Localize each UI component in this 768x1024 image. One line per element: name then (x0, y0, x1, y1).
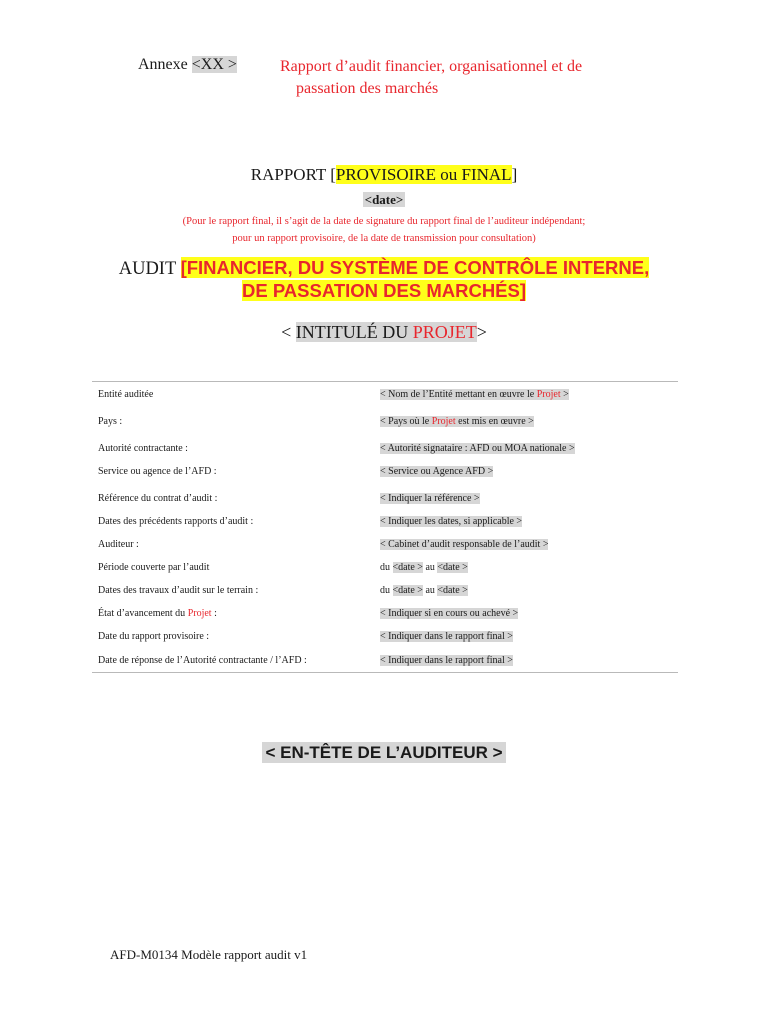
project-title-text: INTITULÉ DU (295, 322, 409, 342)
row-label: Dates des travaux d’audit sur le terrain : (98, 585, 259, 596)
project-keyword: PROJET (412, 322, 477, 342)
title-line-2: passation des marchés (296, 80, 439, 97)
table-row (92, 382, 678, 407)
report-type-line (0, 165, 768, 185)
title-line-1: Rapport d’audit financier, organisationnel et de (280, 58, 583, 75)
row-value: < Nom de l’Entité mettant en œuvre le Projet > (380, 382, 678, 407)
annex-prefix: Annexe (138, 56, 188, 73)
project-close: > (476, 322, 487, 342)
row-label: État d’avancement du Projet : (98, 608, 217, 619)
row-value-range: du <date > au <date > (380, 585, 468, 596)
audit-type-line (0, 257, 768, 303)
row-label: Dates des précédents rapports d’audit : (98, 516, 254, 527)
row-value: < Cabinet d’audit responsable de l’audit > (380, 539, 549, 550)
table-row (92, 510, 678, 533)
report-prefix: RAPPORT [ (250, 165, 336, 184)
auditor-header-text: < EN-TÊTE DE L’AUDITEUR > (262, 742, 505, 763)
row-value: < Indiquer la référence > (380, 493, 480, 504)
table-row (92, 533, 678, 556)
audit-type-line-2: DE PASSATION DES MARCHÉS] (241, 280, 527, 301)
table-row (92, 410, 678, 433)
project-open: < (281, 322, 296, 342)
document-title (280, 56, 640, 100)
document-footer: AFD-M0134 Modèle rapport audit v1 (110, 947, 308, 962)
row-value: < Indiquer si en cours ou achevé > (380, 608, 519, 619)
annex-label (138, 56, 237, 74)
row-value: < Indiquer les dates, si applicable > (380, 516, 523, 527)
audit-type-line-1: [FINANCIER, DU SYSTÈME DE CONTRÔLE INTERNE, (180, 257, 650, 278)
row-label: Période couverte par l’audit (98, 562, 210, 573)
auditor-header-placeholder (0, 743, 768, 763)
row-label: Entité auditée (92, 382, 380, 407)
row-label: Date de réponse de l’Autorité contractante / l’AFD : (92, 648, 380, 673)
row-label: Service ou agence de l’AFD : (98, 466, 217, 477)
table-row (92, 579, 678, 602)
row-value: < Service ou Agence AFD > (380, 466, 494, 477)
report-date-note (0, 213, 768, 247)
row-label: Référence du contrat d’audit : (98, 493, 218, 504)
row-value: < Pays où le Projet est mis en œuvre > (380, 416, 534, 427)
row-value: < Autorité signataire : AFD ou MOA nationale > (380, 443, 575, 454)
row-label: Pays : (98, 416, 123, 427)
date-note-line-2: pour un rapport provisoire, de la date de transmission pour consultation) (232, 233, 536, 244)
row-value: < Indiquer dans le rapport final > (380, 648, 678, 673)
table-row (92, 556, 678, 579)
row-value-range: du <date > au <date > (380, 562, 468, 573)
report-type: PROVISOIRE ou FINAL (335, 165, 512, 184)
row-value: < Indiquer dans le rapport final > (380, 631, 513, 642)
table-row (92, 625, 678, 648)
project-title-line (0, 322, 768, 343)
project-title (296, 322, 477, 342)
annex-placeholder: <XX > (191, 56, 237, 73)
report-suffix: ] (511, 165, 518, 184)
table-row (92, 437, 678, 460)
audit-prefix: AUDIT (118, 259, 176, 279)
date-note-line-1: (Pour le rapport final, il s’agit de la date de signature du rapport final de l’auditeur indépendant; (182, 216, 586, 227)
audit-info-table (92, 381, 678, 673)
table-row (92, 602, 678, 625)
table-row (92, 487, 678, 510)
row-label: Date du rapport provisoire : (98, 631, 210, 642)
row-label: Autorité contractante : (98, 443, 188, 454)
report-date-line (0, 192, 768, 208)
table-row (92, 648, 678, 673)
row-label: Auditeur : (98, 539, 139, 550)
table-row (92, 460, 678, 483)
report-date-placeholder: <date> (364, 192, 404, 207)
